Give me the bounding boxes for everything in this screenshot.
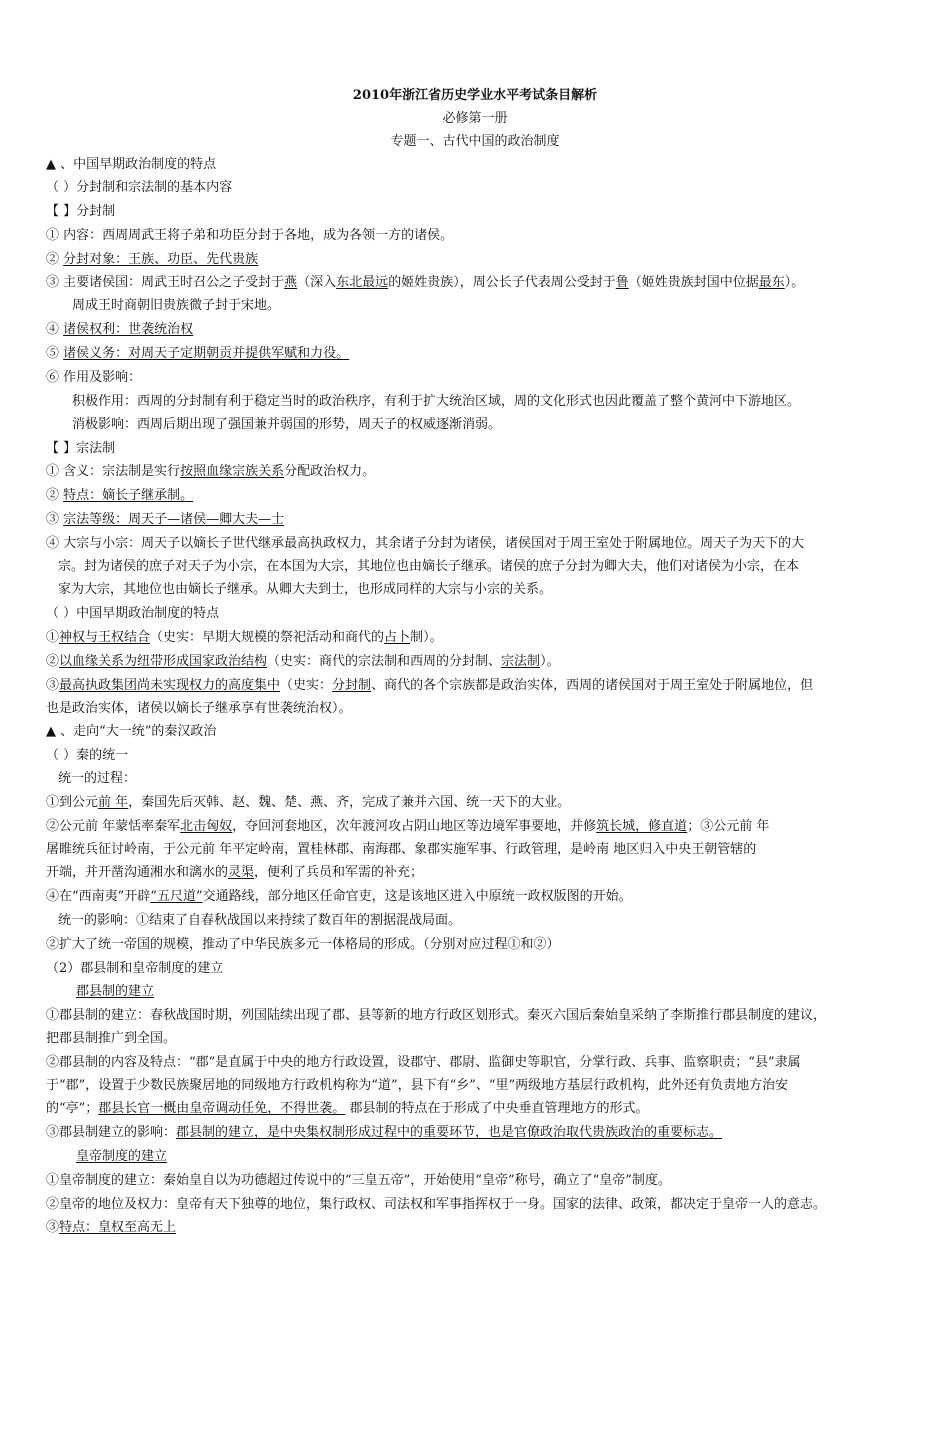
text-line <box>46 439 906 459</box>
text-span: ③ <box>46 512 64 527</box>
document-title: 2010年浙江省历史学业水平考试条目解析 <box>352 88 598 103</box>
text-line <box>46 935 906 955</box>
underlined-text: 特点：皇权至高无上 <box>59 1220 177 1235</box>
text-span: ④ <box>46 322 64 337</box>
text-line <box>46 676 906 696</box>
text-line <box>46 699 906 719</box>
text-line <box>46 202 906 222</box>
text-line <box>46 863 906 883</box>
text-line <box>58 911 918 931</box>
text-span: ，夺回河套地区，次年渡河攻占阴山地区等边境军事要地，并修 <box>232 819 597 834</box>
underlined-text: “五尺道” <box>150 889 203 904</box>
underlined-text: 分封制 <box>332 678 372 693</box>
underlined-text: 诸侯权利：世袭统治权 <box>63 322 194 337</box>
text-span: ③ <box>46 678 60 693</box>
underlined-text: 诸侯义务：对周天子定期朝贡并提供军赋和力役。 <box>63 346 350 361</box>
underlined-text: 宗法制 <box>501 654 541 669</box>
underlined-text: 北击匈奴 <box>180 819 233 834</box>
text-line <box>46 959 906 979</box>
document-subtitle: 必修第一册 <box>442 111 508 126</box>
text-span: （深入 <box>297 275 337 290</box>
underlined-text: 特点：嫡长子继承制。 <box>63 488 194 503</box>
underlined-text: 占卜 <box>384 630 411 645</box>
text-span: 开端，并开凿沟通湘水和漓水的 <box>46 865 229 880</box>
underlined-text: 燕 <box>284 275 298 290</box>
underlined-text: 筑长城，修直道 <box>596 819 688 834</box>
text-span: 于“郡”，设置于少数民族聚居地的同级地方行政机构称为“道”，县下有“乡”、“里”两级地方基层行政机构，此外还有负责地方治安 <box>46 1078 789 1093</box>
underlined-text: 鲁 <box>615 275 629 290</box>
text-span: ，秦国先后灭韩、赵、魏、楚、燕、齐，完成了兼并六国、统一天下的大业。 <box>128 795 571 810</box>
topic-heading: 专题一、古代中国的政治制度 <box>390 134 560 149</box>
text-line <box>46 1029 906 1049</box>
text-span: （ ）秦的统一 <box>46 748 129 763</box>
text-span: （姬姓贵族封国中位据 <box>628 275 759 290</box>
text-span: ① <box>46 630 60 645</box>
text-line <box>46 1218 906 1238</box>
text-line <box>72 392 932 412</box>
text-span: ▲ 、走向“大一统”的秦汉政治 <box>46 724 217 739</box>
text-line <box>46 722 906 742</box>
underlined-text: 最高执政集团尚未实现权力的高度集中 <box>59 678 281 693</box>
text-span: 消极影响：西周后期出现了强国兼并弱国的形势，周天子的权威逐渐消弱。 <box>72 417 502 432</box>
text-line <box>46 1195 906 1215</box>
text-line <box>58 557 918 577</box>
text-line <box>46 178 906 198</box>
text-span: ① 内容：西周周武王将子弟和功臣分封于各地，成为各领一方的诸侯。 <box>46 228 454 243</box>
text-span: 交通路线，部分地区任命官吏，这是该地区进入中原统一政权版图的开始。 <box>202 889 632 904</box>
text-line <box>46 604 906 624</box>
text-line <box>46 1099 906 1119</box>
underlined-text: 前 年 <box>98 795 129 810</box>
text-span: （ ）中国早期政治制度的特点 <box>46 606 220 621</box>
text-span: ；③公元前 年 <box>687 819 770 834</box>
underlined-text: 宗法等级：周天子—诸侯—卿大夫—士 <box>63 512 285 527</box>
text-span: ①郡县制的建立：春秋战国时期，列国陆续出现了郡、县等新的地方行政区划形式。秦灭六国后秦始皇采纳了李斯推行郡县制度的建议， <box>46 1008 827 1023</box>
underlined-text: 以血缘关系为纽带形成国家政治结构 <box>59 654 268 669</box>
text-span: ）。 <box>784 275 805 290</box>
text-line <box>46 746 906 766</box>
text-line <box>46 510 906 530</box>
underlined-text: 按照血缘宗族关系 <box>180 464 285 479</box>
underlined-text: 郡县长官一概由皇帝调动任免，不得世袭。 <box>98 1101 346 1116</box>
underlined-text: 皇帝制度的建立 <box>76 1149 168 1164</box>
underlined-text: 郡县制的建立，是中央集权制形成过程中的重要环节，也是官僚政治取代贵族政治的重要标志。 <box>176 1125 723 1140</box>
text-line <box>76 1147 936 1167</box>
text-span: 的姬姓贵族），周公长子代表周公受封于 <box>388 275 616 290</box>
text-span: ③ 主要诸侯国：周武王时召公之子受封于 <box>46 275 285 290</box>
text-span: ④在“西南夷”开辟 <box>46 889 151 904</box>
text-line <box>46 534 906 554</box>
text-span: 统一的影响：①结束了自春秋战国以来持续了数百年的割据混战局面。 <box>58 913 462 928</box>
text-span: （ ）分封制和宗法制的基本内容 <box>46 180 233 195</box>
text-line <box>46 1006 906 1026</box>
text-span: ①到公元 <box>46 795 99 810</box>
text-span: ▲ 、中国早期政治制度的特点 <box>46 157 217 172</box>
underlined-text: 郡县制的建立 <box>76 984 155 999</box>
text-span: 宗。封为诸侯的庶子对天子为小宗，在本国为大宗，其地位也由嫡长子继承。诸侯的庶子分封为卿大夫，他们对诸侯为小宗，在本 <box>58 559 800 574</box>
text-line <box>46 368 906 388</box>
text-span: 郡县制的特点在于形成了中央垂直管理地方的形式。 <box>345 1101 649 1116</box>
text-span: ，便利了兵员和军需的补充； <box>254 865 424 880</box>
underlined-text: 最东 <box>758 275 785 290</box>
text-span: ⑤ <box>46 346 64 361</box>
text-span: ② <box>46 654 60 669</box>
text-line <box>58 769 918 789</box>
text-line <box>46 250 906 270</box>
text-span: （史实：早期大规模的祭祀活动和商代的 <box>150 630 385 645</box>
text-line <box>46 817 906 837</box>
text-span: 的“亭”； <box>46 1101 99 1116</box>
text-line <box>46 320 906 340</box>
text-line <box>76 982 936 1002</box>
text-span: 把郡县制推广到全国。 <box>46 1031 177 1046</box>
text-line <box>46 344 906 364</box>
text-span: （史实：商代的宗法制和西周的分封制、 <box>267 654 502 669</box>
underlined-text: 分封对象：王族、功臣、先代贵族 <box>63 252 259 267</box>
text-line <box>46 155 906 175</box>
text-line <box>46 273 906 293</box>
text-span: ④ 大宗与小宗：周天子以嫡长子世代继承最高执政权力，其余诸子分封为诸侯，诸侯国对于周王室处于附属地位。周天子为天下的大 <box>46 536 805 551</box>
text-line <box>72 296 932 316</box>
text-span: 屠睢统兵征讨岭南，于公元前 年平定岭南，置桂林郡、南海郡、象郡实施军事、行政管理，是岭南 地区归入中央王朝管辖的 <box>46 842 757 857</box>
text-span: 积极作用：西周的分封制有利于稳定当时的政治秩序，有利于扩大统治区域，周的文化形式也因此覆盖了整个黄河中下游地区。 <box>72 394 801 409</box>
text-line <box>46 652 906 672</box>
text-span: （史实： <box>280 678 333 693</box>
text-span: 也是政治实体，诸侯以嫡长子继承享有世袭统治权）。 <box>46 701 352 716</box>
text-span: ② <box>46 252 64 267</box>
text-line <box>46 887 906 907</box>
text-span: ①皇帝制度的建立：秦始皇自以为功德超过传说中的“三皇五帝”，开始使用“皇帝”称号，确立了“皇帝”制度。 <box>46 1173 671 1188</box>
text-span: ②皇帝的地位及权力：皇帝有天下独尊的地位，集行政权、司法权和军事指挥权于一身。国家的法律、政策，都决定于皇帝一人的意志。 <box>46 1197 827 1212</box>
text-line <box>72 415 932 435</box>
text-line <box>46 226 906 246</box>
text-line <box>46 486 906 506</box>
text-span: ②扩大了统一帝国的规模，推动了中华民族多元一体格局的形成。（分别对应过程①和②） <box>46 937 560 952</box>
text-line <box>46 840 906 860</box>
text-span: 周成王时商朝旧贵族微子封于宋地。 <box>72 298 281 313</box>
text-span: ）。 <box>540 654 560 669</box>
text-line <box>46 1123 906 1143</box>
text-span: ⑥ 作用及影响： <box>46 370 142 385</box>
text-line <box>46 793 906 813</box>
text-span: 家为大宗，其地位也由嫡长子继承。从卿大夫到士，也形成同样的大宗与小宗的关系。 <box>58 582 553 597</box>
text-span: 【 】分封制 <box>46 204 116 219</box>
text-span: 统一的过程： <box>58 771 137 786</box>
text-line <box>46 628 906 648</box>
text-span: ③ <box>46 1220 60 1235</box>
underlined-text: 东北最远 <box>336 275 389 290</box>
text-span: ③郡县制建立的影响： <box>46 1125 177 1140</box>
text-line <box>46 1171 906 1191</box>
text-span: ① 含义：宗法制是实行 <box>46 464 181 479</box>
underlined-text: 神权与王权结合 <box>59 630 151 645</box>
text-line <box>58 580 918 600</box>
text-span: 、商代的各个宗族都是政治实体，西周的诸侯国对于周王室处于附属地位，但 <box>371 678 814 693</box>
text-span: 制）。 <box>410 630 443 645</box>
text-span: ② <box>46 488 64 503</box>
text-span: 【 】宗法制 <box>46 441 116 456</box>
text-line <box>46 1053 906 1073</box>
text-span: （2）郡县制和皇帝制度的建立 <box>46 961 224 976</box>
text-span: ②公元前 年蒙恬率秦军 <box>46 819 181 834</box>
text-line <box>46 462 906 482</box>
underlined-text: 灵渠 <box>228 865 255 880</box>
text-span: 分配政治权力。 <box>284 464 376 479</box>
text-line <box>46 1076 906 1096</box>
text-span: ②郡县制的内容及特点：“郡”是直属于中央的地方行政设置，设郡守、郡尉、监御史等职官，分掌行政、兵事、监察职责；“县”隶属 <box>46 1055 801 1070</box>
